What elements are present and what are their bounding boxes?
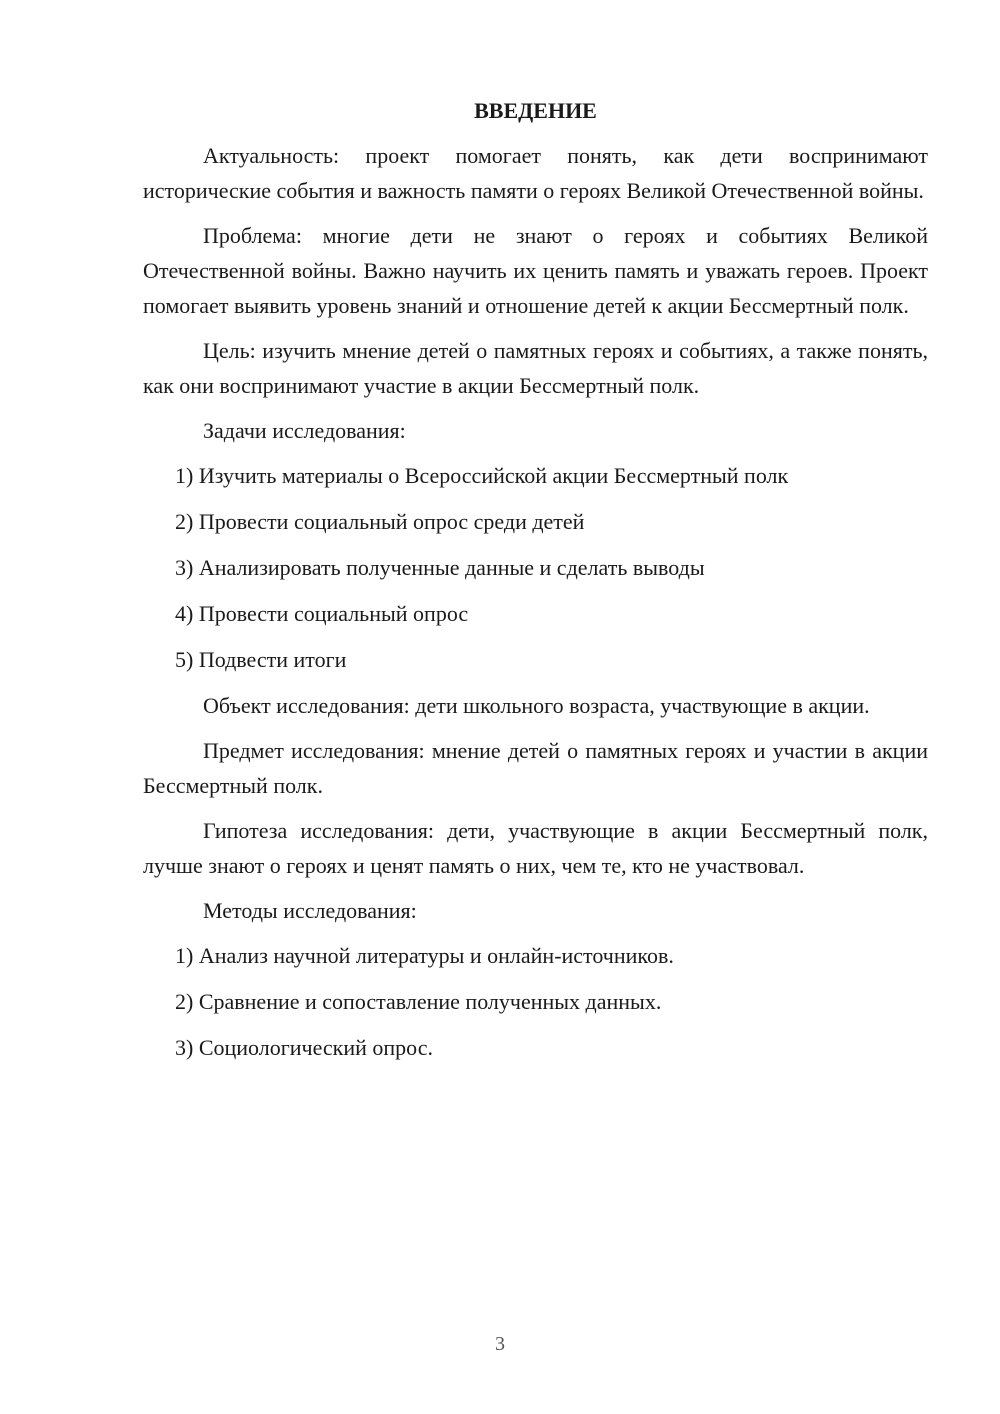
task-item: 4) Провести социальный опрос	[175, 601, 469, 626]
tasks-list	[143, 458, 928, 677]
methods-list	[143, 938, 928, 1065]
object-paragraph: Объект исследования: дети школьного возраста, участвующие в акции.	[203, 693, 870, 718]
task-item: 2) Провести социальный опрос среди детей	[175, 509, 585, 534]
task-item: 1) Изучить материалы о Всероссийской акции Бессмертный полк	[175, 463, 789, 488]
goal-paragraph: Цель: изучить мнение детей о памятных героях и событиях, а также понять, как они воспринимают участие в акции Бессмертный полк.	[143, 338, 928, 398]
page-number: 3	[495, 1333, 505, 1355]
task-item: 5) Подвести итоги	[175, 647, 347, 672]
document-page	[143, 94, 928, 1076]
section-title: ВВЕДЕНИЕ	[474, 98, 597, 123]
method-item: 1) Анализ научной литературы и онлайн-источников.	[175, 943, 674, 968]
hypothesis-paragraph: Гипотеза исследования: дети, участвующие в акции Бессмертный полк, лучше знают о героях и ценят память о них, чем те, кто не участвовал.	[143, 818, 928, 878]
relevance-paragraph: Актуальность: проект помогает понять, как дети воспринимают исторические события и важность памяти о героях Великой Отечественной войны.	[143, 143, 928, 203]
problem-paragraph: Проблема: многие дети не знают о героях и событиях Великой Отечественной войны. Важно научить их ценить память и уважать героев. Проект помогает выявить уровень знаний и отношение детей к акции Бессмертный полк.	[143, 223, 928, 318]
method-item: 2) Сравнение и сопоставление полученных данных.	[175, 989, 662, 1014]
methods-heading: Методы исследования:	[203, 898, 417, 923]
task-item: 3) Анализировать полученные данные и сделать выводы	[175, 555, 705, 580]
method-item: 3) Социологический опрос.	[175, 1035, 433, 1060]
subject-paragraph: Предмет исследования: мнение детей о памятных героях и участии в акции Бессмертный полк.	[143, 738, 928, 798]
tasks-heading: Задачи исследования:	[203, 418, 406, 443]
